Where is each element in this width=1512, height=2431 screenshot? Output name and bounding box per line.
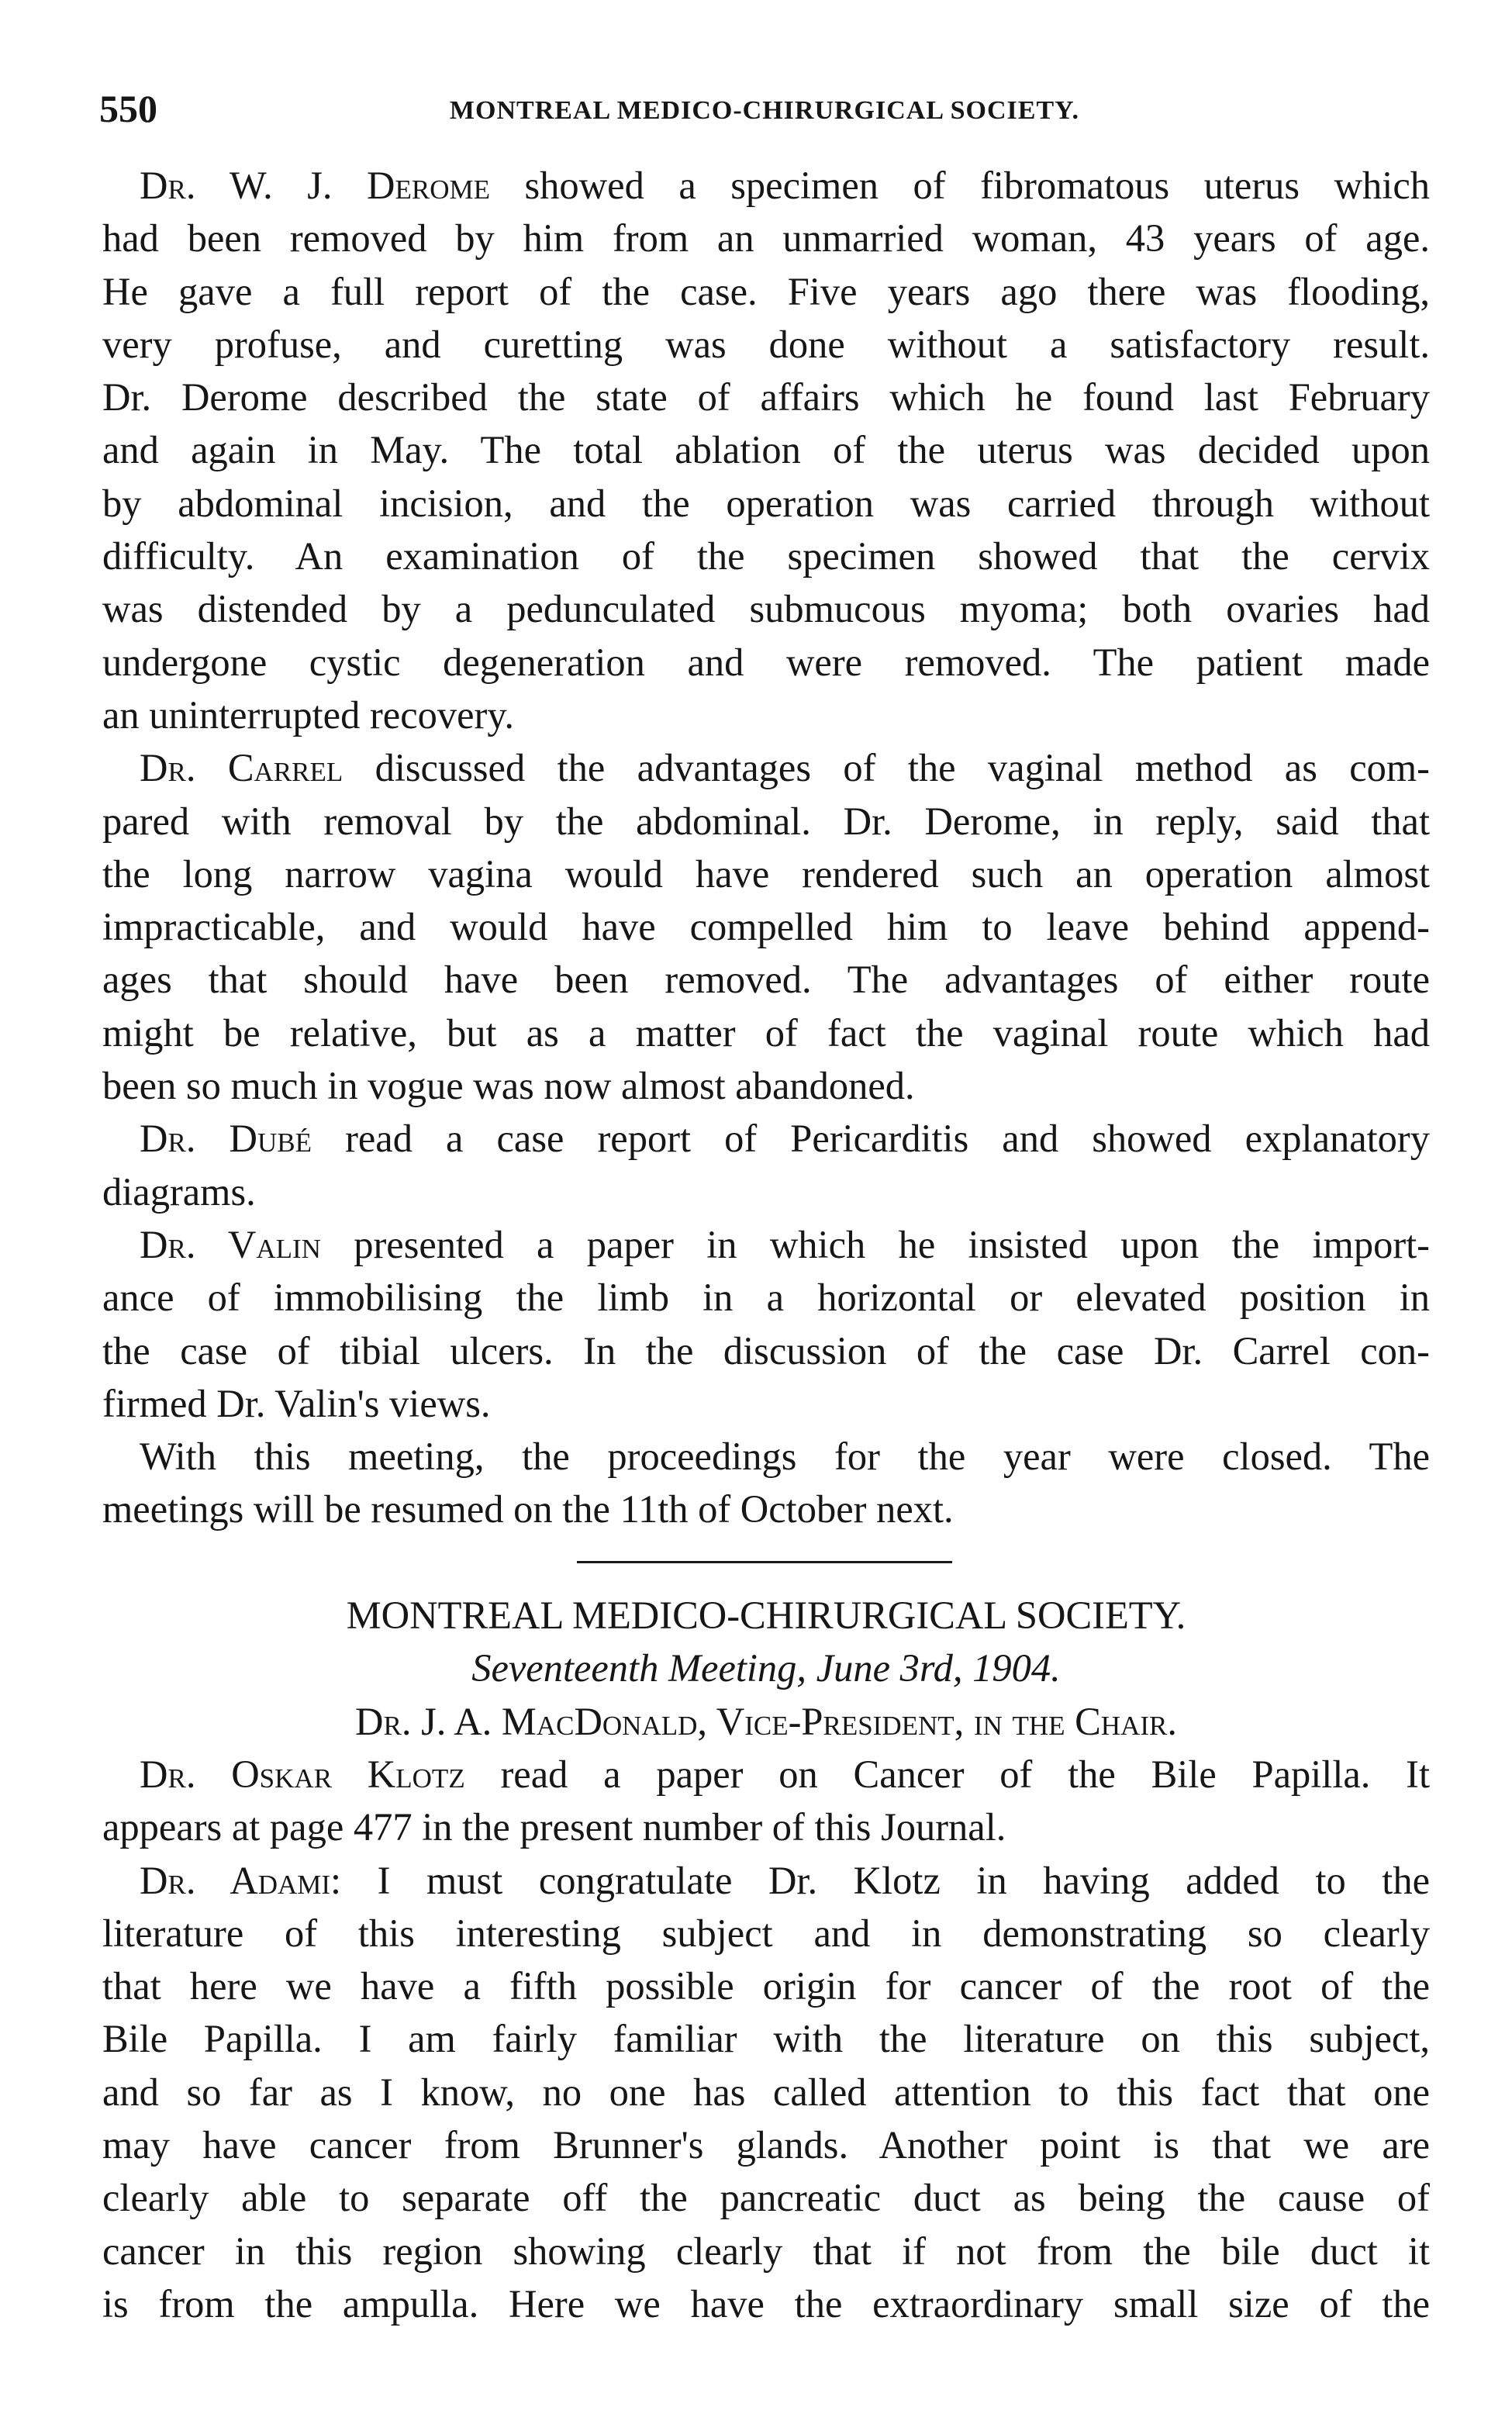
page-body [102,159,1430,2330]
paragraph-line: Dr. Valin presented a paper in which he insisted upon the import- [140,1222,1430,1266]
running-head-title: MONTREAL MEDICO-CHIRURGICAL SOCIETY. [449,96,1080,125]
paragraph-line: cancer in this region showing clearly that if not from the bile duct it [102,2229,1430,2273]
paragraph-line: and so far as I know, no one has called attention to this fact that one [102,2070,1430,2114]
paragraph-line: With this meeting, the proceedings for the year were closed. The [140,1435,1430,1479]
paragraph-line: Dr. Dubé read a case report of Pericarditis and showed explanatory [140,1117,1430,1161]
paragraph-line: undergone cystic degeneration and were removed. The patient made [102,640,1430,684]
paragraph-line: clearly able to separate off the pancreatic duct as being the cause of [102,2176,1430,2220]
paragraph-line: was distended by a pedunculated submucous myoma; both ovaries had [102,587,1430,631]
paragraph-line: that here we have a fifth possible origin for cancer of the root of the [102,1964,1430,2008]
paragraph-line: been so much in vogue was now almost abandoned. [102,1064,915,1108]
paragraph-line: is from the ampulla. Here we have the extraordinary small size of the [102,2281,1430,2326]
running-head [99,85,1430,132]
speaker-name: Dr. W. J. Derome [140,164,490,207]
divider-line [577,1561,952,1563]
paragraph-line: Bile Papilla. I am fairly familiar with the literature on this subject, [102,2017,1430,2061]
section-subheading: Seventeenth Meeting, June 3rd, 1904. [471,1646,1061,1690]
speaker-name: Dr. Oskar Klotz [140,1752,465,1796]
paragraph-line: He gave a full report of the case. Five years ago there was flooding, [102,269,1430,313]
paragraph-line: may have cancer from Brunner's glands. Another point is that we are [102,2122,1430,2167]
paragraph-line: ages that should have been removed. The advantages of either route [102,958,1430,1002]
page-number: 550 [99,87,157,130]
paragraph-line: the case of tibial ulcers. In the discussion of the case Dr. Carrel con- [102,1328,1430,1373]
paragraph-line: diagrams. [102,1169,256,1214]
paragraph-line: by abdominal incision, and the operation was carried through without [102,481,1430,525]
paragraph-line: had been removed by him from an unmarried woman, 43 years of age. [102,216,1430,261]
paragraph-line: firmed Dr. Valin's views. [102,1381,491,1425]
separator [102,1536,1430,1589]
paragraph-line: an uninterrupted recovery. [102,692,514,737]
paragraph-line: Dr. Oskar Klotz read a paper on Cancer of the Bile Papilla. It [140,1752,1431,1796]
speaker-name: Dr. Dubé [140,1117,312,1161]
speaker-name: Dr. Valin [140,1222,321,1266]
paragraph-line: Dr. Adami: I must congratulate Dr. Klotz in having added to the [140,1858,1431,1902]
speaker-name: Dr. Carrel [140,746,343,790]
paragraph-line: the long narrow vagina would have rendered such an operation almost [102,851,1430,896]
paragraph-line: might be relative, but as a matter of fact the vaginal route which had [102,1010,1430,1055]
paragraph-line: Dr. Derome described the state of affairs which he found last February [102,375,1430,420]
chair-line: Dr. J. A. MacDonald, Vice-President, in the Chair. [355,1699,1177,1743]
paragraph-line: and again in May. The total ablation of the uterus was decided upon [102,428,1430,472]
paragraph-line: Dr. Carrel discussed the advantages of the vaginal method as com- [140,746,1430,790]
paragraph-line: difficulty. An examination of the specimen showed that the cervix [102,534,1430,578]
paragraph-line: impracticable, and would have compelled him to leave behind append- [102,905,1430,949]
speaker-name: Dr. Adami: [140,1858,342,1902]
paragraph-line: appears at page 477 in the present number of this Journal. [102,1805,1006,1849]
paragraph-line: ance of immobilising the limb in a horizontal or elevated position in [102,1276,1430,1320]
paragraph-line: literature of this interesting subject and in demonstrating so clearly [102,1911,1430,1955]
paragraph-line: pared with removal by the abdominal. Dr. Derome, in reply, said that [102,799,1430,843]
paragraph-line: Dr. W. J. Derome showed a specimen of fibromatous uterus which [140,164,1430,207]
paragraph-line: very profuse, and curetting was done without a satisfactory result. [102,322,1430,366]
paragraph-line: meetings will be resumed on the 11th of October next. [102,1487,954,1531]
section-heading: MONTREAL MEDICO-CHIRURGICAL SOCIETY. [346,1594,1186,1638]
